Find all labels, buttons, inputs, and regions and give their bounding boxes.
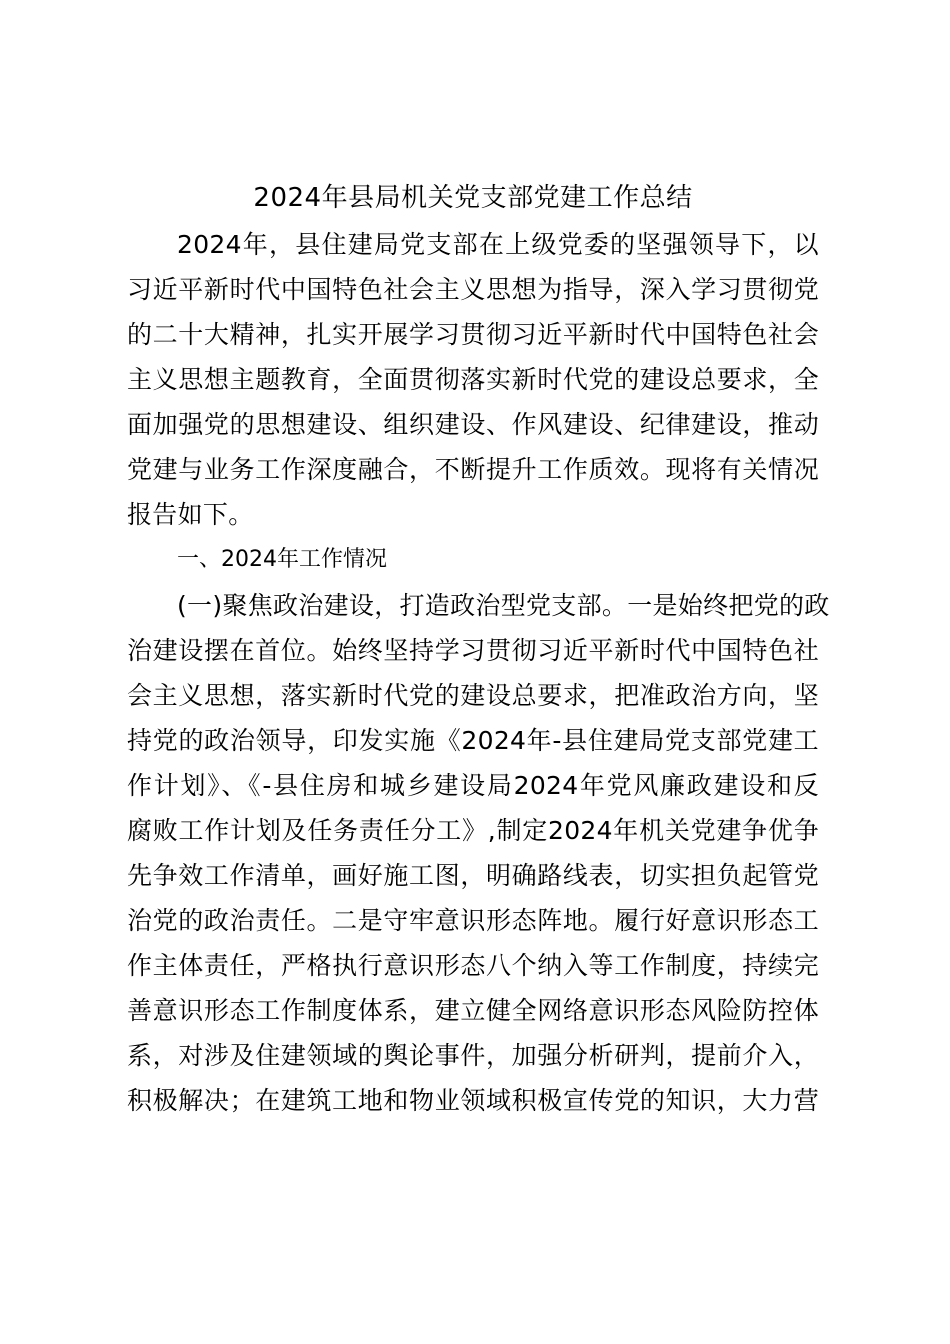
- section1-line: 系，对涉及住建领域的舆论事件，加强分析研判，提前介入，: [127, 1041, 819, 1070]
- section1-line: 作主体责任，严格执行意识形态八个纳入等工作制度，持续完: [127, 951, 819, 980]
- section1-line: 作计划》、《-县住房和城乡建设局2024年党风廉政建设和反: [127, 771, 819, 800]
- intro-line: 的二十大精神，扎实开展学习贯彻习近平新时代中国特色社会: [127, 320, 819, 349]
- intro-line: 党建与业务工作深度融合，不断提升工作质效。现将有关情况: [127, 455, 819, 484]
- section1-line: (一)聚焦政治建设，打造政治型党支部。一是始终把党的政: [177, 591, 830, 620]
- intro-line: 面加强党的思想建设、组织建设、作风建设、纪律建设，推动: [127, 410, 819, 439]
- document-page: [127, 174, 830, 1123]
- section1-line: 会主义思想，落实新时代党的建设总要求，把准政治方向，坚: [127, 681, 819, 710]
- section1-line: 善意识形态工作制度体系，建立健全网络意识形态风险防控体: [127, 996, 819, 1025]
- section1-line: 积极解决；在建筑工地和物业领域积极宣传党的知识，大力营: [127, 1086, 819, 1115]
- intro-line: 习近平新时代中国特色社会主义思想为指导，深入学习贯彻党: [127, 275, 819, 304]
- intro-line: 2024年，县住建局党支部在上级党委的坚强领导下，以: [177, 230, 819, 259]
- intro-paragraph: [127, 222, 819, 537]
- document-title: 2024年县局机关党支部党建工作总结: [253, 183, 693, 213]
- section1-line: 治党的政治责任。二是守牢意识形态阵地。履行好意识形态工: [127, 906, 819, 935]
- section1-line: 持党的政治领导，印发实施《2024年-县住建局党支部党建工: [127, 726, 819, 755]
- section1-line: 腐败工作计划及任务责任分工》,制定2024年机关党建争优争: [127, 816, 819, 845]
- intro-line: 主义思想主题教育，全面贯彻落实新时代党的建设总要求，全: [127, 365, 819, 394]
- section1-line: 治建设摆在首位。始终坚持学习贯彻习近平新时代中国特色社: [127, 636, 819, 665]
- section1-line: 先争效工作清单，画好施工图，明确路线表，切实担负起管党: [127, 861, 819, 890]
- section1-paragraph: [127, 583, 830, 1123]
- section-heading: 一、2024年工作情况: [177, 547, 387, 572]
- intro-line: 报告如下。: [127, 500, 254, 529]
